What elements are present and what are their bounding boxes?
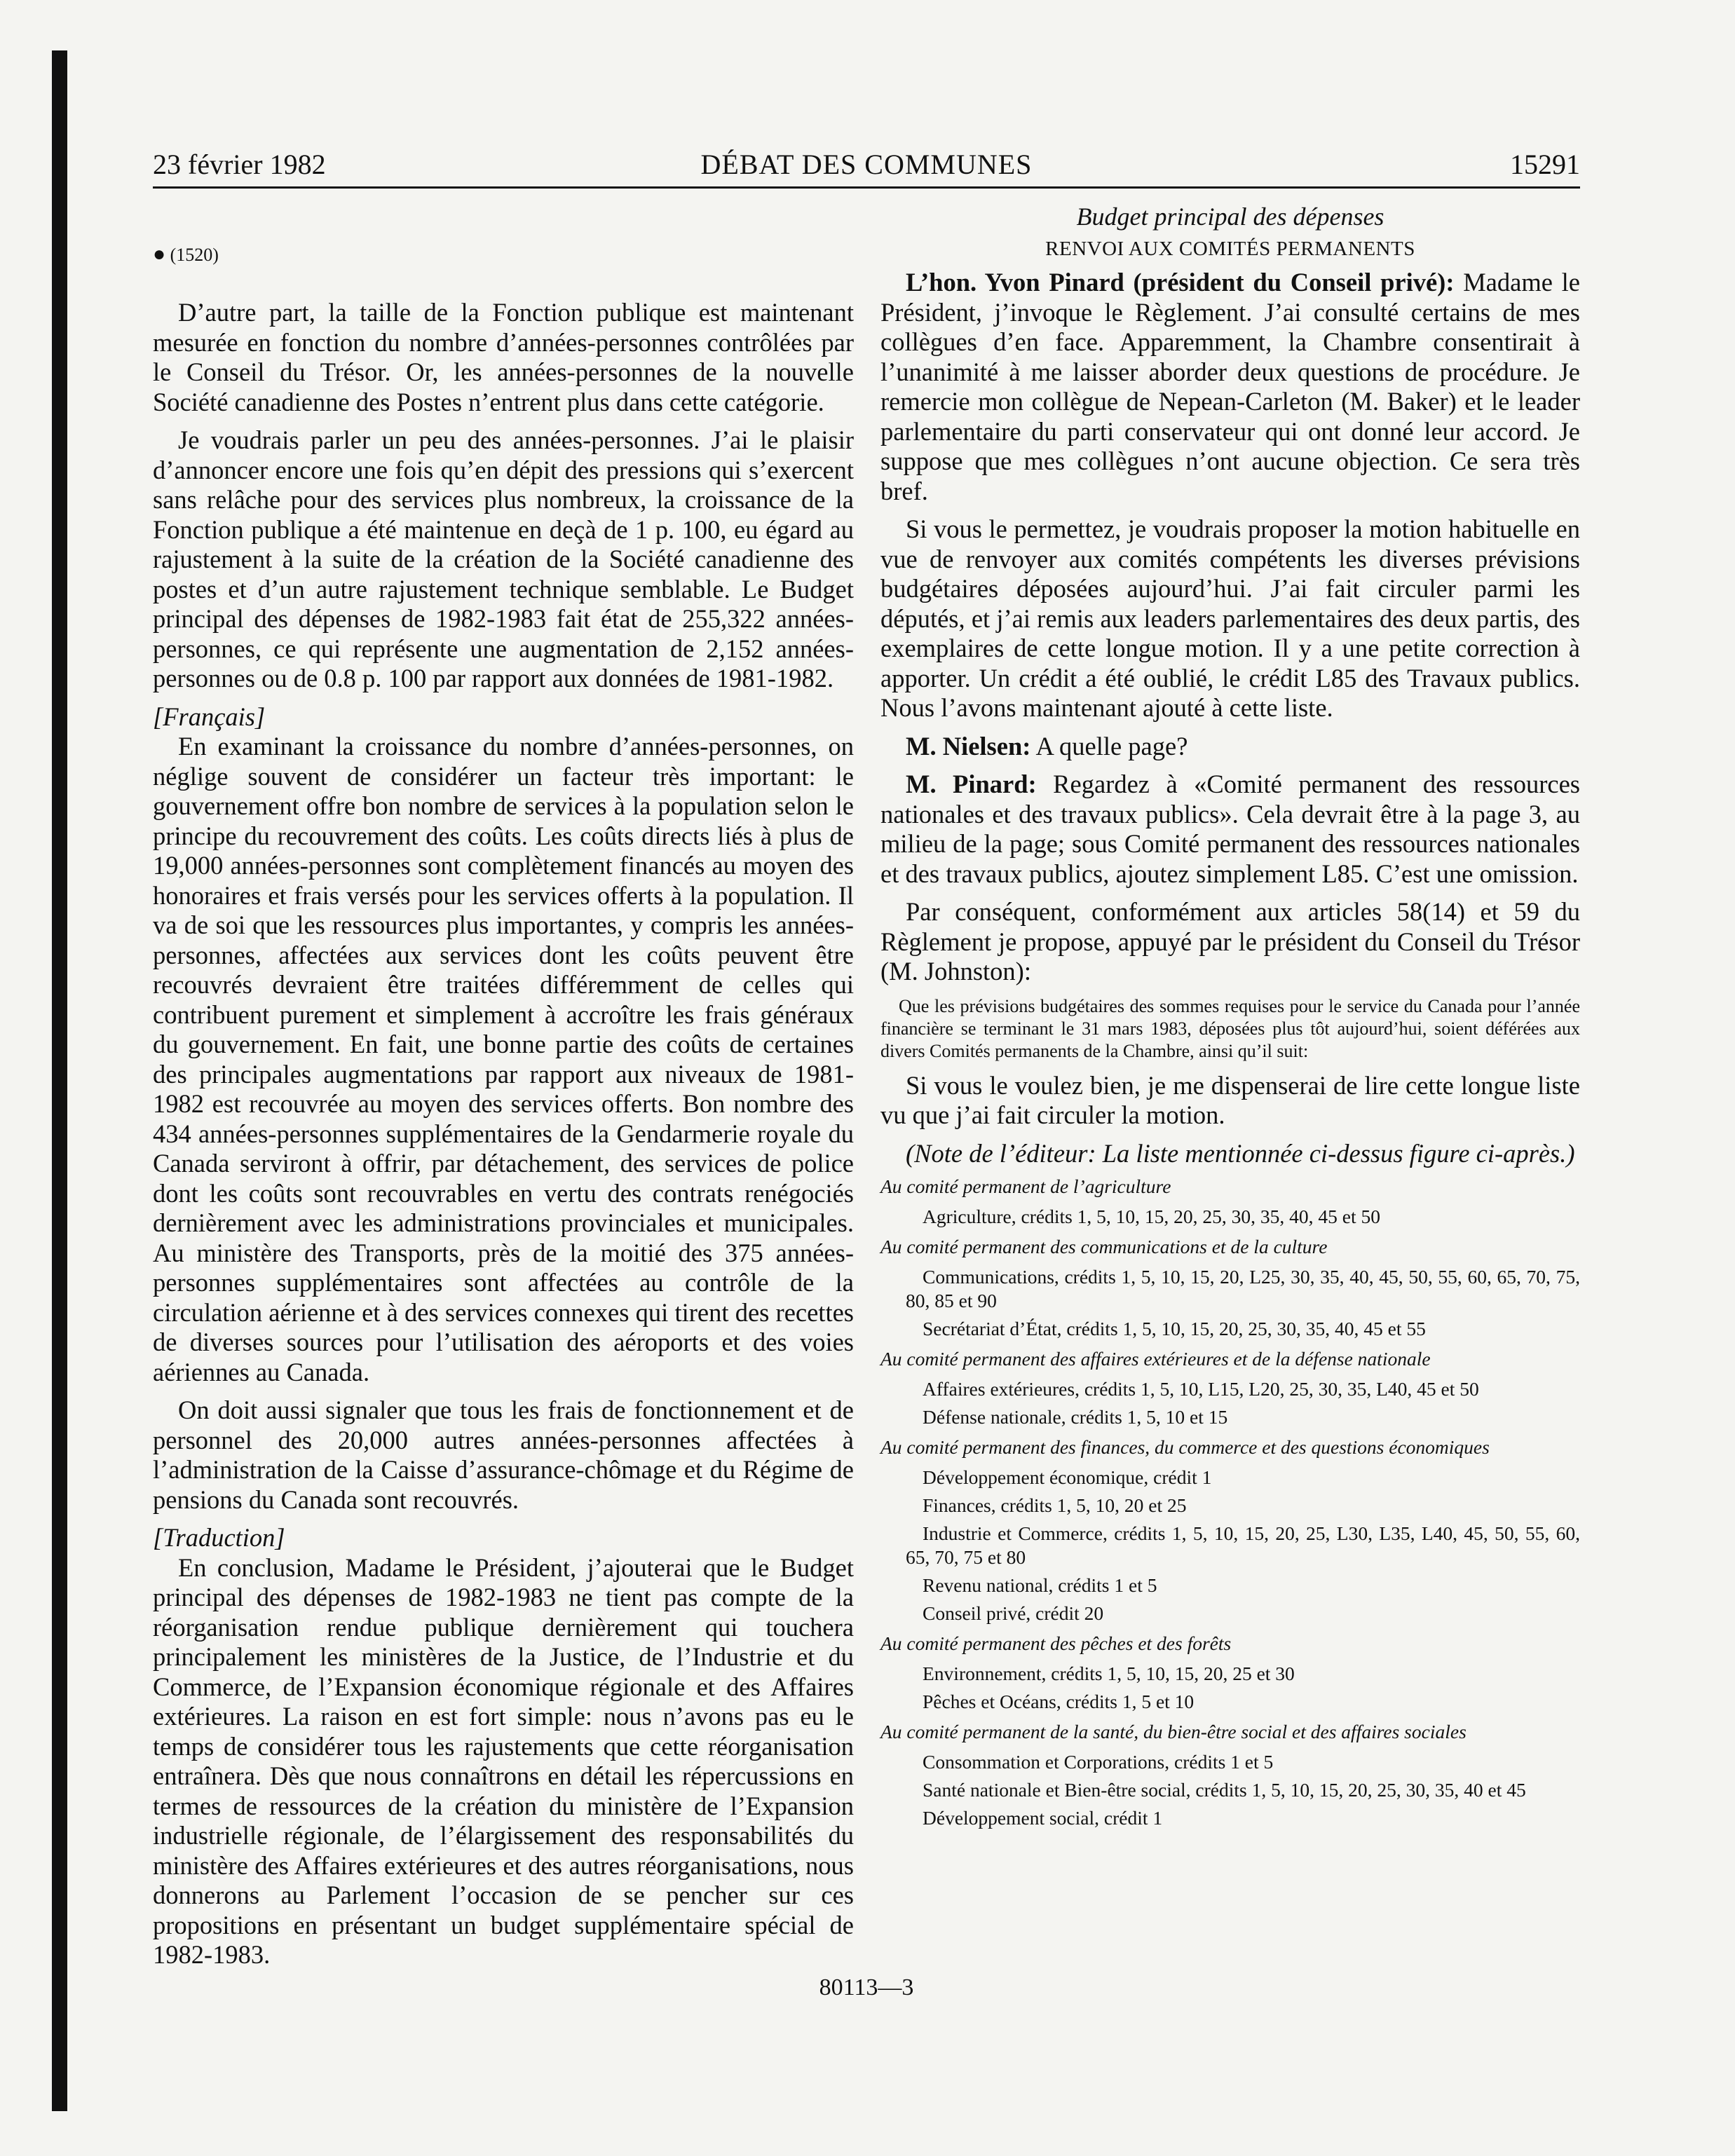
speaker-name: M. Nielsen: [906, 731, 1031, 760]
list-item: Finances, crédits 1, 5, 10, 20 et 25 [923, 1494, 1187, 1516]
committee-heading: Au comité permanent des pêches et des forêts [880, 1632, 1232, 1654]
header-page-number: 15291 [1510, 149, 1580, 180]
paragraph: En examinant la croissance du nombre d’années-personnes, on néglige souvent de considérer un facteur très important: le gouvernement offre bon nombre de services à la population selon le principe du recouvrement des coûts. Les coûts directs liés à plus de 19,000 années-personnes sont complètement financés au moyen des honoraires et frais versés pour les services offerts à la population. Il va de soi que les ressources plus importantes, y compris les années-personnes, affectées aux services dont les coûts peuvent être recouvrés devraient être traitées différemment de celles qui contribuent purement et simplement à accroître les frais généraux du gouvernement. En fait, une bonne partie des coûts de certaines des principales augmentations par rapport aux niveaux de 1981-1982 est recouvrée au moyen des services offerts. Bon nombre des 434 années-personnes supplémentaires de la Gendarmerie royale du Canada serviront à offrir, par détachement, des services de police dont les coûts sont recouvrables en vertu des contrats renégociés dernièrement avec les administrations provinciales et municipales. Au ministère des Transports, près de la moitié des 375 années-personnes supplémentaires sont affectées au contrôle de la circulation aérienne et à des services connexes qui tirent des recettes de diverses sources pour l’utilisation des aéroports et des voies aériennes au Canada. [153, 732, 854, 1386]
time-mark-text: (1520) [170, 245, 219, 265]
right-column [880, 200, 1580, 1830]
section-subtitle: RENVOI AUX COMITÉS PERMANENTS [1045, 238, 1415, 260]
committee-list [880, 1173, 1580, 1830]
list-item: Environnement, crédits 1, 5, 10, 15, 20, 25 et 30 [923, 1663, 1295, 1684]
speech-text: Madame le Président, j’invoque le Règlement. J’ai consulté certains de mes collègues d’en face. Apparemment, la Chambre consentirait à l’unanimité à me laisser aborder deux questions de procédure. Je remercie mon collègue de Nepean-Carleton (M. Baker) et le leader parlementaire du parti conservateur qui ont donné leur accord. Je suppose que mes collègues n’ont aucune objection. Ce sera très bref. [880, 268, 1580, 505]
page [153, 143, 1580, 2106]
paragraph: D’autre part, la taille de la Fonction publique est maintenant mesurée en fonction du nombre d’années-personnes contrôlées par le Conseil du Trésor. Or, les années-personnes de la nouvelle Société canadienne des Postes n’entrent plus dans cette catégorie. [153, 298, 854, 416]
time-mark [153, 243, 854, 267]
page-header [153, 143, 1580, 189]
committee-heading: Au comité permanent de la santé, du bien-être social et des affaires sociales [880, 1721, 1467, 1742]
left-column [153, 200, 854, 1970]
list-item: Conseil privé, crédit 20 [923, 1602, 1104, 1624]
speech-paragraph [880, 732, 1580, 762]
language-tag: [Français] [153, 702, 266, 731]
list-item: Revenu national, crédits 1 et 5 [923, 1574, 1157, 1596]
header-date: 23 février 1982 [153, 149, 326, 180]
section-title: Budget principal des dépenses [1076, 203, 1384, 231]
list-item: Défense nationale, crédits 1, 5, 10 et 15 [923, 1406, 1228, 1428]
speech-paragraph: Si vous le voulez bien, je me dispenserai de lire cette longue liste vu que j’ai fait circuler la motion. [880, 1070, 1580, 1129]
list-item: Industrie et Commerce, crédits 1, 5, 10, 15, 20, 25, L30, L35, L40, 45, 50, 55, 60, 65, 70, 75 et 80 [906, 1522, 1580, 1568]
speaker-name: L’hon. Yvon Pinard (président du Conseil privé): [906, 268, 1455, 296]
list-item: Pêches et Océans, crédits 1, 5 et 10 [923, 1691, 1195, 1712]
list-item: Secrétariat d’État, crédits 1, 5, 10, 15, 20, 25, 30, 35, 40, 45 et 55 [923, 1318, 1426, 1339]
editor-note: (Note de l’éditeur: La liste mentionnée ci-dessus figure ci-après.) [906, 1138, 1575, 1168]
list-item: Santé nationale et Bien-être social, crédits 1, 5, 10, 15, 20, 25, 30, 35, 40 et 45 [923, 1779, 1526, 1801]
columns [153, 200, 1580, 2023]
scan-edge [52, 50, 67, 2111]
header-title: DÉBAT DES COMMUNES [700, 149, 1033, 180]
committee-heading: Au comité permanent de l’agriculture [880, 1175, 1171, 1197]
speech-paragraph: Si vous le permettez, je voudrais proposer la motion habituelle en vue de renvoyer aux comités compétents les diverses prévisions budgétaires déposées aujourd’hui. J’ai fait circuler parmi les députés, et j’ai remis aux leaders parlementaires des deux partis, des exemplaires de cette longue motion. Il y a une petite correction à apporter. Un crédit a été oublié, le crédit L85 des Travaux publics. Nous l’avons maintenant ajouté à cette liste. [880, 514, 1580, 722]
motion-text: Que les prévisions budgétaires des sommes requises pour le service du Canada pour l’année financière se terminant le 31 mars 1983, déposées plus tôt aujourd’hui, soient déférées aux divers Comités permanents de la Chambre, ainsi qu’il suit: [880, 995, 1580, 1061]
committee-heading: Au comité permanent des affaires extérieures et de la défense nationale [880, 1348, 1431, 1370]
speech-text: A quelle page? [1030, 731, 1188, 760]
list-item: Consommation et Corporations, crédits 1 et 5 [923, 1751, 1274, 1773]
speaker-name: M. Pinard: [906, 770, 1037, 798]
bullet-icon: ● [153, 243, 166, 266]
page-signature: 80113—3 [819, 1974, 914, 2000]
speech-paragraph [880, 268, 1580, 506]
speech-paragraph [880, 770, 1580, 889]
committee-heading: Au comité permanent des finances, du commerce et des questions économiques [880, 1436, 1490, 1458]
list-item: Affaires extérieures, crédits 1, 5, 10, L15, L20, 25, 30, 35, L40, 45 et 50 [923, 1378, 1479, 1400]
committee-heading: Au comité permanent des communications et de la culture [880, 1236, 1328, 1257]
paragraph: Je voudrais parler un peu des années-personnes. J’ai le plaisir d’annoncer encore une fois qu’en dépit des pressions qui s’exercent sans relâche pour des services plus nombreux, la croissance de la Fonction publique a été maintenue en deçà de 1 p. 100, eu égard au rajustement à la suite de la création de la Société canadienne des postes et d’un autre rajustement technique semblable. Le Budget principal des dépenses de 1982-1983 fait état de 255,322 années-personnes, ce qui représente une augmentation de 2,152 années-personnes ou de 0.8 p. 100 par rapport aux données de 1981-1982. [153, 425, 854, 692]
list-item: Agriculture, crédits 1, 5, 10, 15, 20, 25, 30, 35, 40, 45 et 50 [923, 1206, 1381, 1227]
list-item: Développement économique, crédit 1 [923, 1466, 1212, 1488]
speech-paragraph: Par conséquent, conformément aux articles 58(14) et 59 du Règlement je propose, appuyé par le président du Conseil du Trésor (M. Johnston): [880, 897, 1580, 985]
list-item: Communications, crédits 1, 5, 10, 15, 20, L25, 30, 35, 40, 45, 50, 55, 60, 65, 70, 75, 80, 85 et 90 [906, 1266, 1580, 1311]
speech-text: Regardez à «Comité permanent des ressources nationales et des travaux publics». Cela devrait être à la page 3, au milieu de la page; sous Comité permanent des ressources nationales et des travaux publics, ajoutez simplement L85. C’est une omission. [880, 770, 1581, 888]
list-item: Développement social, crédit 1 [923, 1807, 1163, 1829]
paragraph: On doit aussi signaler que tous les frais de fonctionnement et de personnel des 20,000 autres années-personnes affectées à l’administration de la Caisse d’assurance-chômage et du Régime de pensions du Canada sont recouvrés. [153, 1396, 854, 1514]
paragraph: En conclusion, Madame le Président, j’ajouterai que le Budget principal des dépenses de 1982-1983 ne tient pas compte de la réorganisation rendue publique dernièrement qui touchera principalement les ministères de la Justice, de l’Industrie et du Commerce, de l’Expansion économique régionale et des Affaires extérieures. La raison en est fort simple: nous n’avons pas eu le temps de considérer tous les rajustements que cette réorganisation entraînera. Dès que nous connaîtrons en détail les répercussions en termes de ressources de la création du ministère de l’Expansion industrielle régionale, de l’élargissement des responsabilités du ministère des Affaires extérieures et des autres réorganisations, nous donnerons au Parlement l’occasion de se pencher sur ces propositions en présentant un budget supplémentaire spécial de 1982-1983. [153, 1553, 854, 1969]
language-tag: [Traduction] [153, 1523, 285, 1552]
